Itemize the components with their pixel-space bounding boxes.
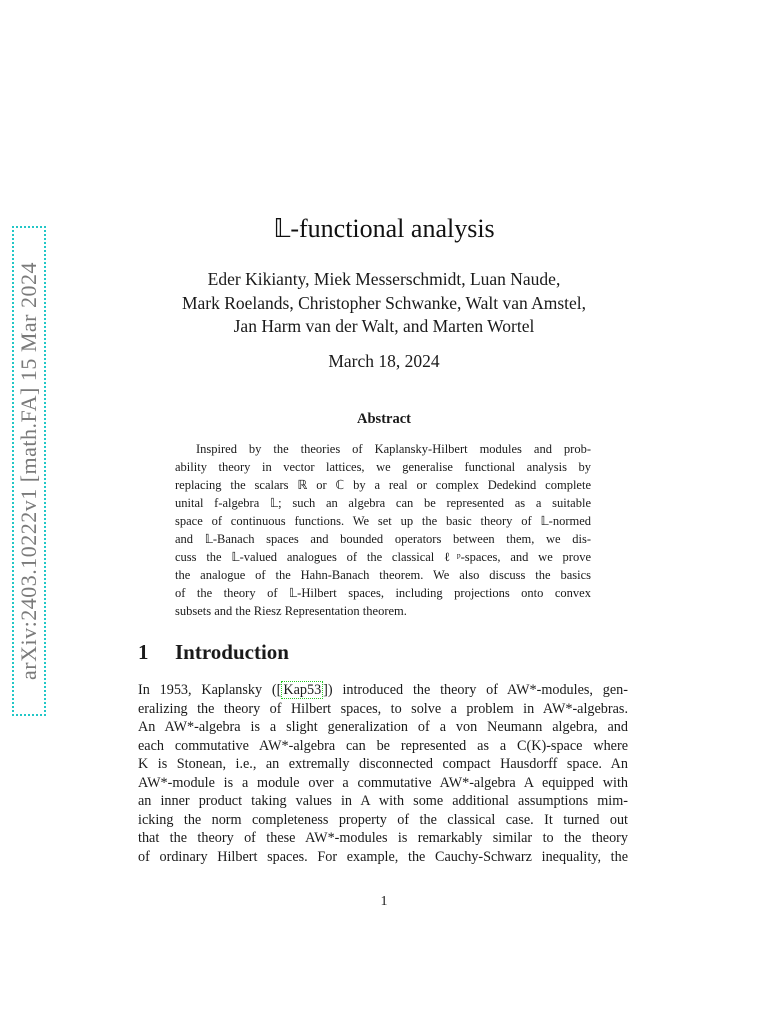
section-number: 1 bbox=[138, 640, 149, 664]
intro-line: K is Stonean, i.e., an extremally disconnected compact Hausdorff space. An bbox=[138, 756, 628, 772]
abstract-line: unital f-algebra 𝕃; such an algebra can be represented as a suitable bbox=[175, 496, 591, 510]
intro-text: ]) introduced the theory of AW*-modules, gen- bbox=[323, 682, 628, 698]
abstract-line: cuss the 𝕃-valued analogues of the classical ℓᵖ-spaces, and we prove bbox=[175, 550, 591, 564]
abstract-line: ability theory in vector lattices, we generalise functional analysis by bbox=[175, 460, 591, 474]
publication-date: March 18, 2024 bbox=[328, 351, 440, 371]
intro-line: eralizing the theory of Hilbert spaces, to solve a problem in AW*-algebras. bbox=[138, 700, 628, 717]
author-line: Jan Harm van der Walt, and Marten Wortel bbox=[233, 316, 535, 336]
intro-line: AW*-module is a module over a commutative AW*-algebra A equipped with bbox=[138, 774, 628, 791]
abstract-line: Inspired by the theories of Kaplansky-Hilbert modules and prob- bbox=[196, 442, 591, 456]
section-heading bbox=[138, 640, 289, 665]
abstract-heading: Abstract bbox=[357, 411, 411, 427]
intro-line bbox=[138, 681, 628, 700]
intro-line: An AW*-algebra is a slight generalization of a von Neumann algebra, and bbox=[138, 719, 628, 735]
abstract-line: and 𝕃-Banach spaces and bounded operators between them, we dis- bbox=[175, 532, 591, 546]
abstract-body bbox=[175, 440, 591, 620]
abstract-line: of the theory of 𝕃-Hilbert spaces, including projections onto convex bbox=[175, 586, 591, 600]
author-line: Eder Kikianty, Miek Messerschmidt, Luan Naude, bbox=[207, 269, 561, 289]
intro-line: that the theory of these AW*-modules is remarkably similar to the theory bbox=[138, 830, 628, 846]
intro-text: In 1953, Kaplansky ([ bbox=[138, 682, 282, 698]
abstract-line: the analogue of the Hahn-Banach theorem. We also discuss the basics bbox=[175, 568, 591, 582]
intro-line: of ordinary Hilbert spaces. For example, the Cauchy-Schwarz inequality, the bbox=[138, 848, 628, 865]
author-list bbox=[0, 268, 768, 339]
intro-line: an inner product taking values in A with some additional assumptions mim- bbox=[138, 793, 628, 809]
intro-line: icking the norm completeness property of the classical case. It turned out bbox=[138, 811, 628, 828]
abstract-line: subsets and the Riesz Representation theorem. bbox=[175, 604, 407, 618]
abstract-line: space of continuous functions. We set up the basic theory of 𝕃-normed bbox=[175, 514, 591, 528]
abstract-line: replacing the scalars ℝ or ℂ by a real or complex Dedekind complete bbox=[175, 478, 591, 492]
introduction-body bbox=[138, 681, 628, 866]
citation-link[interactable]: Kap53 bbox=[283, 682, 322, 698]
arxiv-identifier-text: arXiv:2403.10222v1 [math.FA] 15 Mar 2024 bbox=[16, 262, 41, 680]
intro-line: each commutative AW*-algebra can be represented as a C(K)-space where bbox=[138, 737, 628, 754]
author-line: Mark Roelands, Christopher Schwanke, Walt van Amstel, bbox=[181, 292, 587, 313]
paper-title: 𝕃-functional analysis bbox=[273, 214, 495, 243]
page-number: 1 bbox=[380, 894, 388, 909]
section-title: Introduction bbox=[175, 640, 289, 664]
